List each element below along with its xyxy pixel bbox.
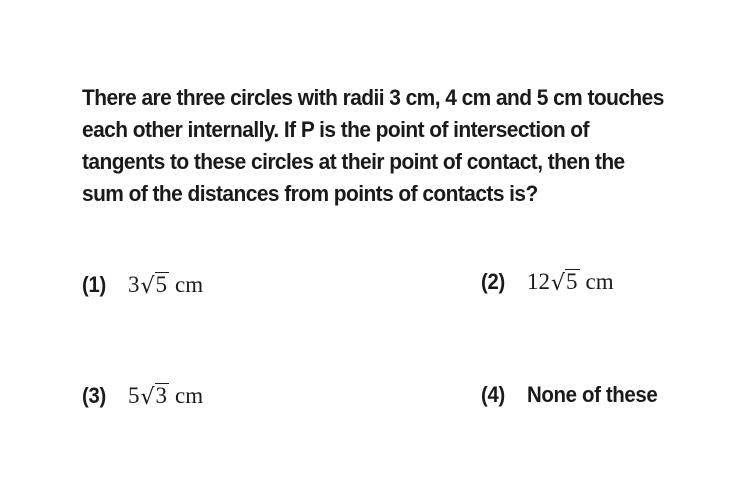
radicand: 3 [155,383,168,408]
option-value [527,267,614,295]
option-value [128,270,203,298]
unit: cm [175,383,204,409]
unit: cm [585,269,614,295]
option-number: (2) [481,269,505,295]
radical-sign-icon: √ [140,274,155,300]
option-2[interactable] [481,267,614,295]
option-3[interactable] [82,381,203,409]
option-number: (1) [82,272,106,298]
question-line: There are three circles with radii 3 cm, 4 cm and 5 cm touches [82,85,664,110]
option-1[interactable] [82,270,203,298]
coefficient: 5 [128,383,140,409]
radicand: 5 [566,269,578,294]
question-text [82,82,664,210]
radical-sign-icon: √ [551,271,566,297]
coefficient: 12 [527,269,550,295]
option-value: None of these [527,382,658,407]
coefficient: 3 [128,272,140,298]
square-root [140,381,170,411]
radical-sign-icon: √ [140,385,155,411]
question-line: tangents to these circles at their point of contact, then the [82,149,625,174]
unit: cm [175,272,204,298]
option-value [128,381,203,409]
question-line: sum of the distances from points of contacts is? [82,181,538,206]
square-root [551,267,580,297]
question-line: each other internally. If P is the point of intersection of [82,117,589,142]
option-4[interactable] [481,382,667,408]
option-number: (4) [481,382,505,407]
option-number: (3) [82,383,106,409]
square-root [140,270,170,300]
radicand: 5 [155,272,168,297]
